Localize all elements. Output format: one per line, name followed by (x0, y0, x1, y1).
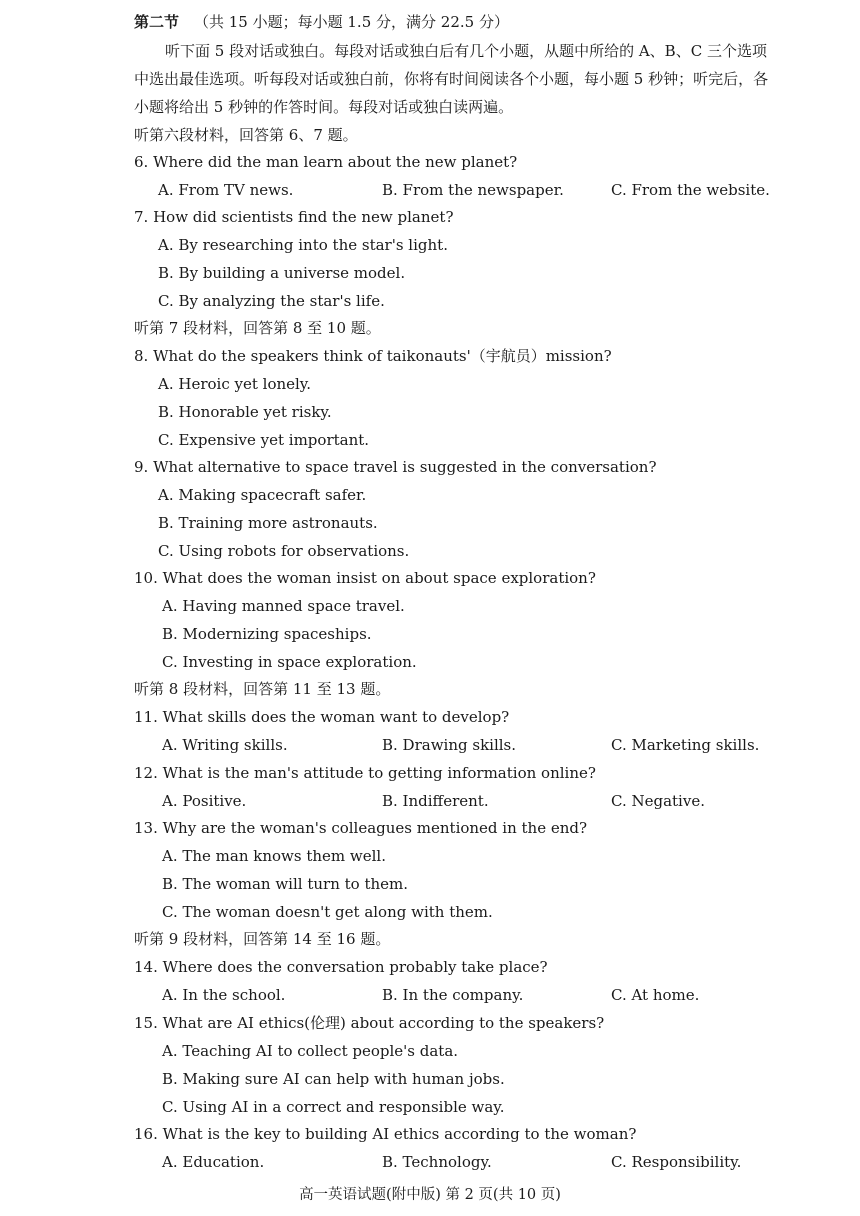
option-b: B. Indifferent. (382, 792, 489, 810)
option-b: B. In the company. (382, 986, 524, 1004)
option-a: A. Writing skills. (162, 736, 288, 754)
option-a: A. In the school. (162, 986, 286, 1004)
option-c: C. From the website. (611, 181, 770, 199)
option-c: C. Responsibility. (611, 1153, 742, 1171)
option-b: B. Technology. (382, 1153, 492, 1171)
option-b: B. Drawing skills. (382, 736, 517, 754)
option-a: A. Education. (162, 1153, 265, 1171)
option-b: B. From the newspaper. (382, 181, 564, 199)
option-c: C. Negative. (611, 792, 705, 810)
option-c: C. At home. (611, 986, 700, 1004)
option-a: A. Positive. (162, 792, 247, 810)
section-subtitle: （共 15 小题；每小题 1.5 分，满分 22.5 分） (194, 13, 509, 31)
section-title: 第二节 (134, 13, 180, 31)
page-footer: 高一英语试题(附中版) 第 2 页(共 10 页) (299, 1187, 561, 1203)
option-a: A. From TV news. (158, 181, 294, 199)
option-c: C. Marketing skills. (611, 736, 760, 754)
exam-page: 第二节 （共 15 小题；每小题 1.5 分，满分 22.5 分） 听下面 5 段对话或独白。每段对话或独白后有几个小题，从题中所给的 A、B、C 三个选项 中选出最佳选项。听每段对话或独白前，你将有时间阅读各个小题，每小题 5 秒钟；听完后，各 小题将给出 5 秒钟的作答时间。每段对话或独白读两遍。 听第六段材料，回答第 6、7 题。 6. Where did the man learn about the new planet? A. From TV news. B. From the newspaper. C. From the website. 7. How did scientists find the new planet? A. By researching into the star's light. B. By building a universe model. C. By analyzing the star's life. 听第 7 段材料，回答第 8 至 10 题。 8. What do the speakers think of taikonauts'（宇航员）mission? A. Heroic yet lonely. B. Honorable yet risky. C. Expensive yet important. 9. What alternative to space travel is suggested in the conversation? A. Making spacecraft safer. B. Training more astronauts. C. Using robots for observations. 10. What does the woman insist on about space exploration? A. Having manned space travel. B. Modernizing spaceships. C. Investing in space exploration. 听第 8 段材料，回答第 11 至 13 题。 11. What skills does the woman want to develop? A. Writing skills. B. Drawing skills. C. Marketing skills. 12. What is the man's attitude to getting information online? A. Positive. B. Indifferent. C. Negative. 13. Why are the woman's colleagues mentioned in the end? A. The man knows them well. B. The woman will turn to them. C. The woman doesn't get along with them. 听第 9 段材料，回答第 14 至 16 题。 14. Where does the conversation probably take place? A. In the school. B. In the company. C. At home. 15. What are AI ethics(伦理) about according to the speakers? A. Teaching AI to collect people's data. B. Making sure AI can help with human jobs. C. Using AI in a correct and responsible way. 16. What is the key to building AI ethics according to the woman? A. Education. B. Technology. C. Responsibility. 高一英语试题(附中版) 第 2 页(共 10 页) (0, 0, 860, 1216)
